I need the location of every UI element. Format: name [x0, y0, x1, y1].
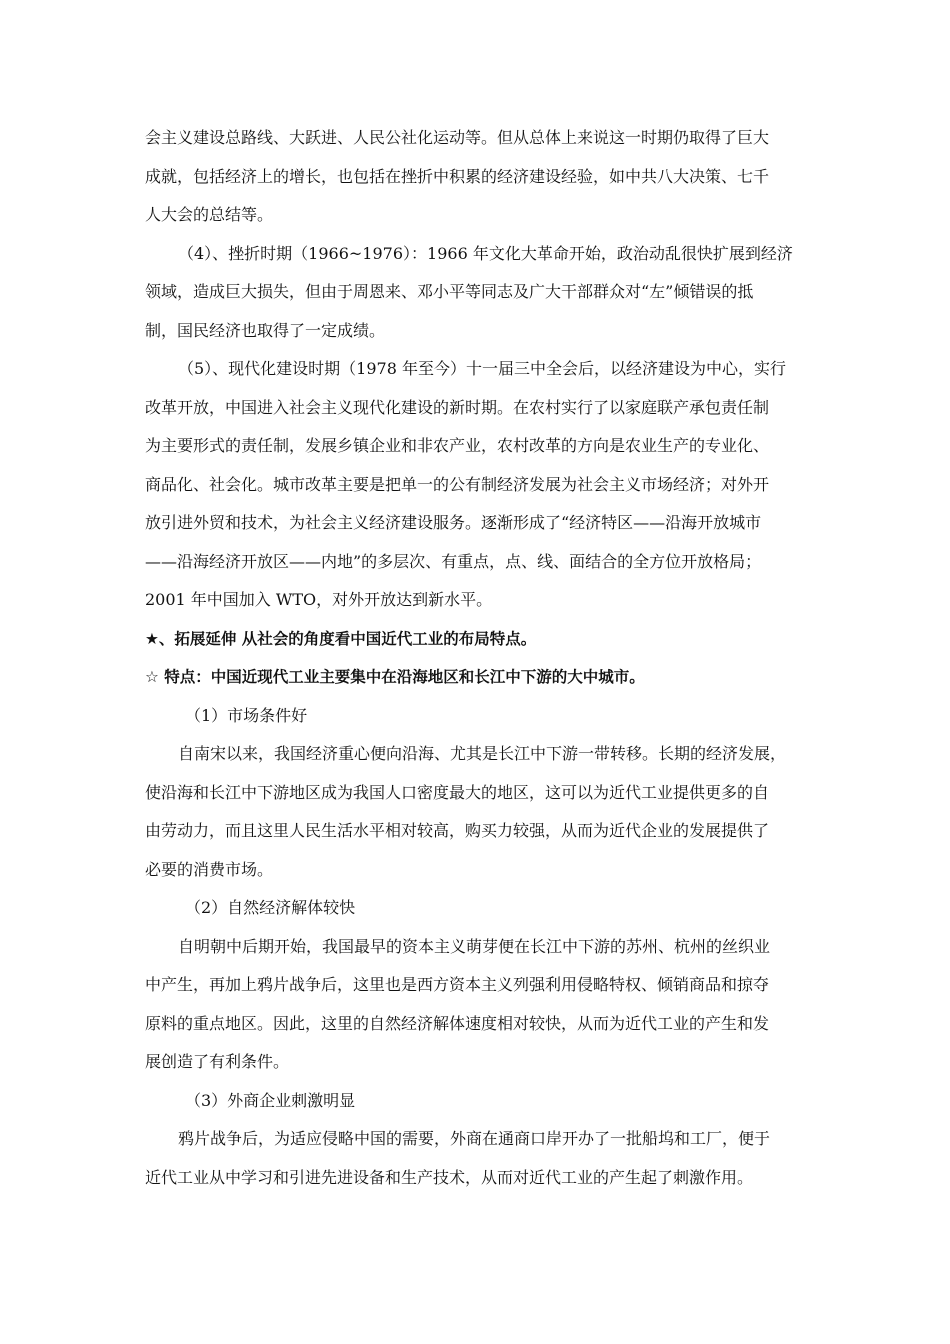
text-line: 自明朝中后期开始，我国最早的资本主义萌芽便在长江中下游的苏州、杭州的丝织业	[178, 936, 771, 956]
document-body	[145, 119, 815, 1197]
paragraph-socialist-construction	[145, 119, 815, 235]
text-line: 2001 年中国加入 WTO，对外开放达到新水平。	[145, 590, 493, 609]
paragraph-natural-economy	[145, 928, 815, 1082]
heading-text: ★、拓展延伸 从社会的角度看中国近代工业的布局特点。	[145, 629, 537, 648]
subheading-text: （1）市场条件好	[185, 705, 308, 725]
paragraph-setback-period	[145, 235, 815, 351]
text-line: 必要的消费市场。	[145, 859, 274, 879]
text-line: 展创造了有利条件。	[145, 1052, 290, 1071]
subheading-text: （2）自然经济解体较快	[185, 898, 356, 917]
subheading-text: （3）外商企业刺激明显	[185, 1090, 356, 1110]
heading-text: ☆ 特点：中国近现代工业主要集中在沿海地区和长江中下游的大中城市。	[145, 668, 645, 686]
text-line: 自南宋以来，我国经济重心便向沿海、尤其是长江中下游一带转移。长期的经济发展，	[178, 744, 787, 763]
text-line: 会主义建设总路线、大跃进、人民公社化运动等。但从总体上来说这一时期仍取得了巨大	[145, 128, 770, 147]
text-line: ——沿海经济开放区——内地”的多层次、有重点，点、线、面结合的全方位开放格局；	[145, 551, 762, 571]
text-line: 制，国民经济也取得了一定成绩。	[145, 320, 386, 340]
text-line: 原料的重点地区。因此，这里的自然经济解体速度相对较快，从而为近代工业的产生和发	[145, 1013, 770, 1033]
heading-feature	[145, 658, 815, 697]
text-line: 领域，造成巨大损失，但由于周恩来、邓小平等同志及广大干部群众对“左”倾错误的抵	[145, 282, 754, 301]
text-line: 鸦片战争后，为适应侵略中国的需要，外商在通商口岸开办了一批船坞和工厂，便于	[178, 1129, 771, 1148]
paragraph-foreign-enterprise	[145, 1120, 815, 1197]
subheading-foreign-enterprise	[145, 1082, 815, 1121]
paragraph-modernization-period	[145, 350, 815, 620]
text-line: 近代工业从中学习和引进先进设备和生产技术，从而对近代工业的产生起了刺激作用。	[145, 1167, 754, 1187]
text-line: （5）、现代化建设时期（1978 年至今）十一届三中全会后，以经济建设为中心，实行	[178, 359, 786, 378]
text-line: 中产生，再加上鸦片战争后，这里也是西方资本主义列强利用侵略特权、倾销商品和掠夺	[145, 975, 770, 994]
text-line: 改革开放，中国进入社会主义现代化建设的新时期。在农村实行了以家庭联产承包责任制	[145, 397, 770, 417]
heading-extension	[145, 620, 815, 659]
text-line: 人大会的总结等。	[145, 205, 274, 224]
text-line: 为主要形式的责任制，发展乡镇企业和非农产业，农村改革的方向是农业生产的专业化、	[145, 436, 770, 455]
text-line: 由劳动力，而且这里人民生活水平相对较高，购买力较强，从而为近代企业的发展提供了	[145, 821, 770, 840]
text-line: 成就，包括经济上的增长，也包括在挫折中积累的经济建设经验，如中共八大决策、七千	[145, 166, 770, 186]
text-line: 放引进外贸和技术，为社会主义经济建设服务。逐渐形成了“经济特区——沿海开放城市	[145, 513, 762, 532]
text-line: （4）、挫折时期（1966~1976）：1966 年文化大革命开始，政治动乱很快扩展到经济	[178, 243, 793, 263]
subheading-market	[145, 697, 815, 736]
text-line: 使沿海和长江中下游地区成为我国人口密度最大的地区，这可以为近代工业提供更多的自	[145, 782, 770, 802]
subheading-natural-economy	[145, 889, 815, 928]
paragraph-market	[145, 735, 815, 889]
text-line: 商品化、社会化。城市改革主要是把单一的公有制经济发展为社会主义市场经济；对外开	[145, 474, 770, 494]
